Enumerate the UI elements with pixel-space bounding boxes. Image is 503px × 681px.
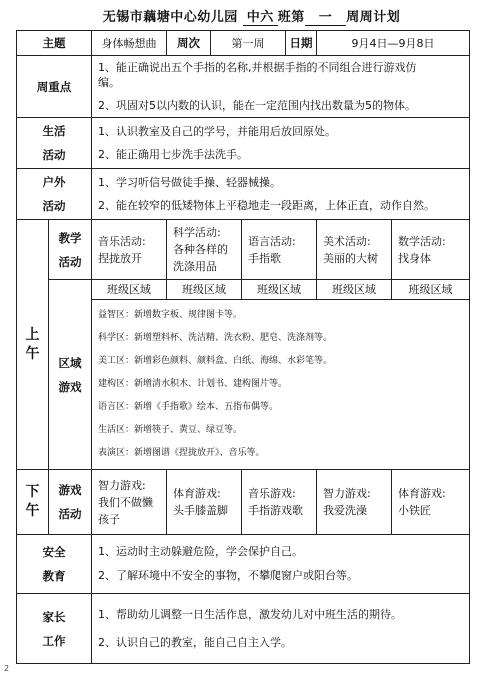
- teaching-cell: [167, 220, 242, 280]
- afternoon-label: [17, 470, 49, 535]
- outdoor-content: [92, 169, 470, 220]
- teaching-cell: [92, 220, 167, 280]
- area-header: 班级区域: [242, 280, 317, 300]
- area-item: 美工区：新增彩色颜料、颜料盒、白纸、海绵、水彩笔等。: [98, 356, 333, 366]
- area-header: 班级区域: [392, 280, 470, 300]
- safety-item: 1、运动时主动躲避危险，学会保护自己。: [98, 545, 303, 558]
- theme-value: 身体畅想曲: [92, 31, 167, 56]
- theme-label: 主题: [17, 31, 92, 56]
- game-type: 智力游戏:: [98, 478, 146, 492]
- teaching-type: 科学活动:: [173, 226, 221, 239]
- game-cell: [92, 470, 167, 535]
- game-type: 体育游戏:: [173, 487, 221, 500]
- game-label: [49, 470, 92, 535]
- game-title: 手指游戏歌: [248, 504, 303, 517]
- parents-item: 2、认识自己的教室，能自己自主入学。: [98, 635, 292, 649]
- parents-item: 1、帮助幼儿调整一日生活作息，激发幼儿对中班生活的期待。: [98, 607, 402, 621]
- game-cell: [392, 470, 470, 535]
- focus-item: 编。: [98, 76, 120, 89]
- focus-item: 1、能正确说出五个手指的名称,并根据手指的不同组合进行游戏仿: [98, 61, 417, 74]
- safety-label-line: 教育: [42, 569, 66, 583]
- area-header: 班级区域: [167, 280, 242, 300]
- outdoor-label-line: 活动: [42, 199, 66, 213]
- area-header-row: [17, 280, 470, 300]
- life-content: [92, 118, 470, 169]
- game-title-cont: 孩子: [98, 512, 120, 526]
- area-header: 班级区域: [317, 280, 392, 300]
- area-item: 表演区：新增图谱《捏拢放开》、音乐等。: [98, 448, 265, 458]
- teaching-row: [17, 220, 470, 280]
- teaching-title-cont: 洗涤用品: [173, 260, 217, 273]
- teaching-type: 数学活动:: [398, 234, 446, 248]
- area-item: 建构区：新增清水积木、计划书、建构图片等。: [98, 379, 288, 389]
- teaching-cell: [392, 220, 470, 280]
- area-item: 语言区：新增《手指歌》绘本、五指布偶等。: [98, 402, 279, 412]
- title-grade: 中六: [243, 10, 278, 26]
- outdoor-item: 1、学习听信号做徒手操、轻器械操。: [98, 176, 281, 189]
- title-prefix: 无锡市藕塘中心幼儿园: [102, 10, 238, 25]
- teaching-type: 语言活动:: [248, 234, 296, 248]
- teaching-cell: [317, 220, 392, 280]
- page-title: [0, 6, 503, 26]
- game-title: 我爱洗澡: [323, 504, 367, 517]
- morning-label-char: 午: [25, 345, 40, 362]
- title-suffix: 周周计划: [346, 10, 401, 25]
- area-label: [49, 280, 92, 470]
- teaching-title: 捏拢放开: [98, 251, 142, 265]
- teaching-type: 音乐活动:: [98, 234, 146, 248]
- margin-mark: 2: [4, 664, 10, 673]
- outdoor-item: 2、能在较窄的低矮物体上平稳地走一段距离，上体正直，动作自然。: [98, 199, 435, 212]
- game-type: 智力游戏:: [323, 487, 371, 500]
- area-label-line: 游戏: [58, 379, 82, 394]
- life-label-line: 活动: [42, 148, 66, 162]
- game-title: 我们不做懒: [98, 495, 153, 509]
- teaching-label-line: 活动: [58, 254, 82, 269]
- life-label-line: 生活: [42, 124, 66, 138]
- teaching-title: 找身体: [398, 251, 431, 265]
- safety-item: 2、了解环境中不安全的事物，不攀爬窗户或阳台等。: [98, 569, 358, 582]
- parents-content: [92, 594, 470, 664]
- life-label: [17, 118, 92, 169]
- date-value: 9月4日—9月8日: [317, 31, 470, 56]
- week-label: 周次: [167, 31, 211, 56]
- game-title: 头手膝盖脚: [173, 504, 228, 517]
- teaching-type: 美术活动:: [323, 234, 371, 248]
- focus-label: 周重点: [17, 56, 92, 118]
- area-header: 班级区域: [92, 280, 167, 300]
- area-content: [92, 300, 470, 470]
- teaching-title: 各种各样的: [173, 243, 228, 256]
- afternoon-label-char: 下: [25, 484, 40, 500]
- area-item: 生活区：新增筷子、黄豆、绿豆等。: [98, 425, 243, 435]
- parents-label: [17, 594, 92, 664]
- life-row: [17, 118, 470, 169]
- header-row: [17, 31, 470, 56]
- teaching-title: 美丽的大树: [323, 251, 378, 265]
- life-item: 2、能正确用七步洗手法洗手。: [98, 148, 248, 161]
- parents-row: [17, 594, 470, 664]
- safety-label-line: 安全: [42, 545, 66, 559]
- title-class-label: 班第: [277, 10, 305, 25]
- game-cell: [167, 470, 242, 535]
- game-type: 体育游戏:: [398, 487, 446, 500]
- outdoor-label: [17, 169, 92, 220]
- game-type: 音乐游戏:: [248, 487, 296, 500]
- parents-label-line: 工作: [42, 633, 66, 648]
- teaching-label: [49, 220, 92, 280]
- teaching-title: 手指歌: [248, 251, 281, 265]
- safety-label: [17, 535, 92, 594]
- focus-item: 2、巩固对5以内数的认识，能在一定范围内找出数量为5的物体。: [98, 99, 416, 112]
- title-week-number: 一: [305, 10, 347, 26]
- safety-content: [92, 535, 470, 594]
- game-label-line: 游戏: [58, 483, 82, 497]
- parents-label-line: 家长: [42, 609, 66, 624]
- outdoor-label-line: 户外: [42, 175, 66, 189]
- teaching-cell: [242, 220, 317, 280]
- game-title: 小铁匠: [398, 504, 431, 517]
- outdoor-row: [17, 169, 470, 220]
- game-cell: [317, 470, 392, 535]
- area-label-line: 区域: [58, 355, 82, 370]
- afternoon-label-char: 午: [25, 503, 40, 519]
- afternoon-row: [17, 470, 470, 535]
- game-label-line: 活动: [58, 507, 82, 521]
- safety-row: [17, 535, 470, 594]
- focus-content: [92, 56, 470, 118]
- weekly-plan-table: [16, 30, 470, 664]
- game-cell: [242, 470, 317, 535]
- area-item: 科学区：新增塑料杯、洗洁精、洗衣粉、肥皂、洗涤剂等。: [98, 333, 333, 343]
- week-value: 第一周: [211, 31, 286, 56]
- morning-label-char: 上: [25, 326, 40, 343]
- area-item: 益智区：新增数字板、规律图卡等。: [98, 310, 243, 320]
- teaching-label-line: 教学: [58, 230, 82, 245]
- morning-label: [17, 220, 49, 470]
- date-label: 日期: [286, 31, 317, 56]
- life-item: 1、认识教室及自己的学号，并能用后放回原处。: [98, 125, 336, 138]
- focus-row: [17, 56, 470, 118]
